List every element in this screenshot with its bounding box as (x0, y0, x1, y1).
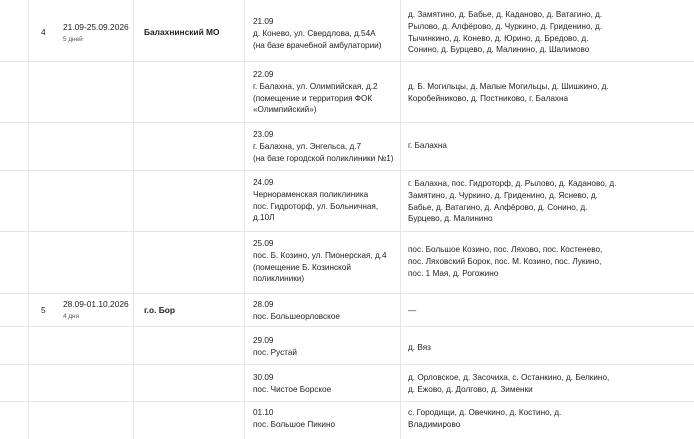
location-cell: 28.09 пос. Большеорловское (253, 300, 340, 321)
location-cell: 29.09 пос. Рустай (253, 336, 297, 357)
villages-cell: с. Городищи, д. Овечкино, д. Костино, д. Владимирово (408, 408, 562, 429)
table-row (0, 123, 694, 171)
table-row (0, 365, 694, 402)
location-cell: 25.09 пос. Б. Козино, ул. Пионерская, д.4 (помещение Б. Козинской поликлиники) (253, 239, 387, 284)
villages-cell: — (408, 306, 417, 315)
villages-cell: пос. Большое Козино, пос. Ляхово, пос. Костенево, пос. Ляховский Борок, пос. М. Козино, пос. Лукино, пос. 1 Мая, д. Рогожино (408, 245, 603, 278)
period-dates: 21.09-25.09.2026 (63, 22, 129, 32)
municipality-name: Балахнинский МО (144, 27, 220, 37)
municipality-name: г.о. Бор (144, 305, 175, 315)
villages-cell: д. Б. Могильцы, д. Малые Могильцы, д. Шишкино, д. Коробейниково, д. Постниково, г. Балахна (408, 82, 609, 103)
location-cell: 24.09 Чернораменская поликлиника пос. Гидроторф, ул. Больничная, д.10Л (253, 178, 379, 223)
location-cell: 23.09 г. Балахна, ул. Энгельса, д.7 (на базе городской поликлиники №1) (253, 130, 394, 163)
table-row (0, 232, 694, 294)
location-cell: 30.09 пос. Чистое Борское (253, 373, 332, 394)
location-cell: 21.09 д. Конево, ул. Свердлова, д.54А (на базе врачебной амбулатории) (253, 17, 382, 50)
villages-cell: д. Орловское, д. Засочиха, с. Останкино, д. Белкино, д. Ежово, д. Долгово, д. Зименки (408, 373, 610, 394)
table-row (0, 171, 694, 232)
period-days: 4 дня (63, 312, 80, 320)
row-number: 4 (41, 27, 46, 37)
villages-cell: г. Балахна (408, 141, 447, 150)
location-cell: 01.10 пос. Большое Пикино (253, 408, 336, 429)
location-cell: 22.09 г. Балахна, ул. Олимпийская, д.2 (помещение и территория ФОК «Олимпийский») (253, 70, 378, 115)
row-number: 5 (41, 305, 46, 315)
period-days: 5 дней (63, 35, 83, 43)
villages-cell: г. Балахна, пос. Гидроторф, д. Рылово, д. Каданово, д. Замятино, д. Чуркино, д. Гриденино, д. Яснево, д. Бабье, д. Ватагино, д. Алфёрово, д. Сонино, д. Бурцево, д. Малинино (408, 179, 617, 224)
table-row (0, 327, 694, 365)
villages-cell: д. Вяз (408, 343, 431, 352)
table-row (0, 0, 694, 62)
table-row (0, 402, 694, 439)
period-cell (63, 22, 129, 44)
period-dates: 28.09-01.10.2026 (63, 299, 129, 309)
period-cell (63, 299, 129, 321)
table-row (0, 294, 694, 327)
villages-cell: д. Замятино, д. Бабье, д. Каданово, д. Ватагино, д. Рылово, д. Алфёрово, д. Чуркино, д. Гриденино, д. Тычинкино, д. Конево, д. Юрино, д. Бредово, д. Сонино, д. Бурцево, д. Малинино, д. Шалимово (408, 10, 603, 55)
table-row (0, 62, 694, 123)
